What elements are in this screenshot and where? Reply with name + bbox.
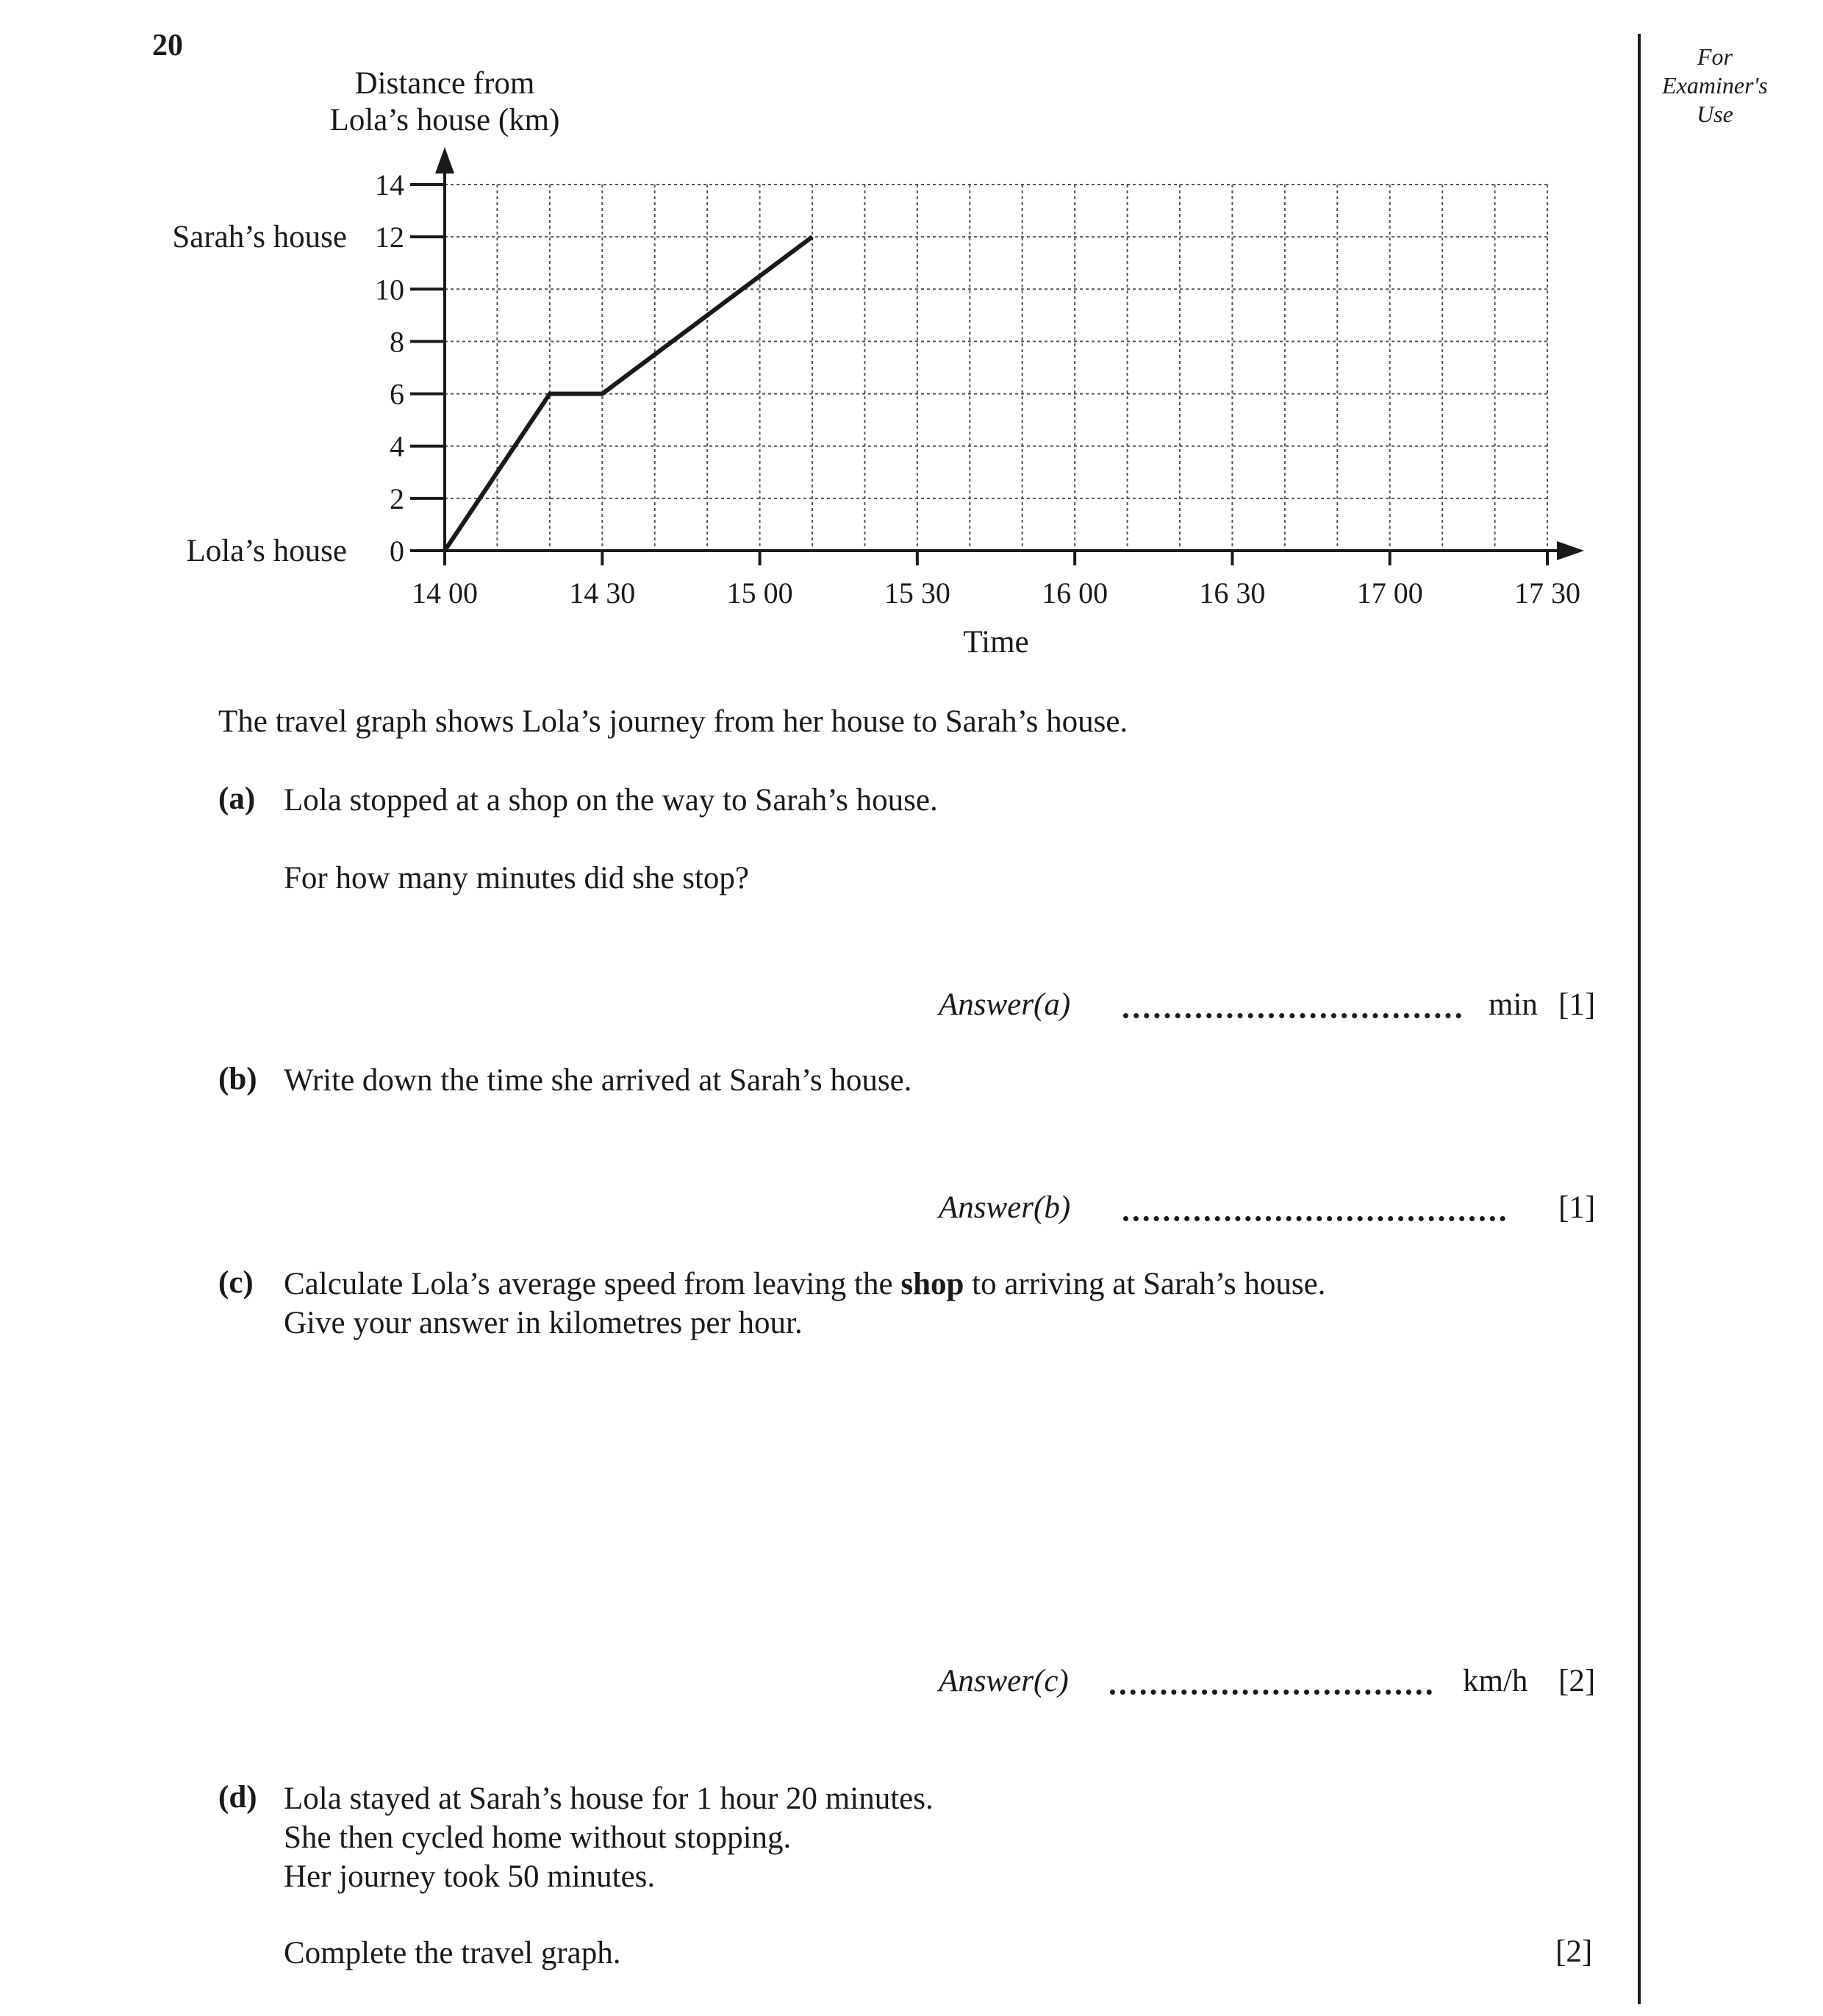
- y-tick-label: 12: [375, 221, 404, 254]
- x-tick-label: 17 30: [1514, 576, 1580, 610]
- examiner-line-2: Examiner's: [1662, 72, 1768, 99]
- y-tick-label: 6: [390, 377, 404, 411]
- y-annotation-label: Lola’s house: [186, 534, 347, 568]
- answer-c-field[interactable]: [1110, 1690, 1432, 1695]
- intro-text: The travel graph shows Lola’s journey from her house to Sarah’s house.: [218, 704, 1128, 739]
- answer-c-label: Answer(c): [939, 1664, 1069, 1698]
- part-a-label: (a): [218, 782, 256, 816]
- part-d-instruction: Complete the travel graph.: [284, 1936, 621, 1970]
- part-d-line-1: Lola stayed at Sarah’s house for 1 hour 20 minutes.: [284, 1781, 934, 1816]
- part-d-label: (d): [218, 1780, 257, 1815]
- y-tick-label: 4: [390, 429, 404, 463]
- answer-b-label: Answer(b): [939, 1190, 1071, 1225]
- part-b-text: Write down the time she arrived at Sarah’s house.: [284, 1063, 912, 1098]
- journey-point: [549, 393, 550, 394]
- answer-c-marks: [2]: [1558, 1664, 1596, 1698]
- y-tick-label: 8: [390, 325, 404, 359]
- x-tick-label: 14 30: [569, 576, 636, 610]
- x-tick-label: 15 30: [884, 576, 950, 610]
- answer-a-field[interactable]: [1123, 1013, 1461, 1018]
- part-a-text: Lola stopped at a shop on the way to Sarah’s house.: [284, 783, 938, 818]
- axis-labels: [172, 66, 1028, 660]
- part-c-line-2: Give your answer in kilometres per hour.: [284, 1306, 803, 1340]
- tick-labels: [375, 168, 1580, 610]
- examiner-line-1: For: [1697, 43, 1733, 70]
- y-axis-label: Distance from: [354, 66, 535, 101]
- x-tick-label: 15 00: [726, 576, 793, 610]
- y-tick-label: 10: [375, 273, 404, 307]
- answer-b-marks: [1]: [1558, 1190, 1596, 1225]
- y-tick-label: 0: [390, 535, 404, 568]
- y-axis-arrow: [435, 147, 454, 174]
- x-axis-arrow: [1557, 541, 1584, 560]
- part-c-text: [284, 1265, 1325, 1343]
- part-a-question: For how many minutes did she stop?: [284, 861, 750, 896]
- answer-c-unit: km/h: [1463, 1664, 1528, 1698]
- part-d-line-3: Her journey took 50 minutes.: [284, 1859, 656, 1894]
- part-c-line-1-post: to arriving at Sarah’s house.: [964, 1267, 1326, 1301]
- travel-graph: [0, 0, 1823, 662]
- journey-point: [602, 393, 603, 394]
- x-tick-label: 17 00: [1356, 576, 1423, 610]
- part-c-label: (c): [218, 1265, 254, 1300]
- grid: [445, 185, 1547, 551]
- y-annotation-label: Sarah’s house: [172, 220, 347, 255]
- examiner-line-3: Use: [1697, 101, 1733, 127]
- part-c-line-1-pre: Calculate Lola’s average speed from leaving the: [284, 1267, 901, 1301]
- x-tick-label: 16 30: [1199, 576, 1266, 610]
- x-tick-label: 16 00: [1042, 576, 1109, 610]
- y-tick-label: 2: [390, 482, 404, 515]
- y-tick-label: 14: [375, 168, 404, 201]
- part-b-label: (b): [218, 1062, 257, 1096]
- part-d-marks: [2]: [1555, 1934, 1593, 1969]
- y-axis-label: Lola’s house (km): [329, 103, 560, 137]
- part-d-line-2: She then cycled home without stopping.: [284, 1820, 792, 1855]
- answer-a-label: Answer(a): [939, 987, 1071, 1022]
- part-d-text: [284, 1779, 934, 1896]
- part-c-bold-shop: shop: [900, 1267, 964, 1301]
- x-tick-label: 14 00: [412, 576, 478, 610]
- answer-a-unit: min: [1489, 987, 1538, 1022]
- question-number: 20: [152, 29, 183, 62]
- answer-a-marks: [1]: [1558, 987, 1596, 1022]
- answer-b-field[interactable]: [1123, 1216, 1505, 1221]
- x-axis-label: Time: [963, 625, 1029, 660]
- part-c-line-1: [284, 1265, 1325, 1304]
